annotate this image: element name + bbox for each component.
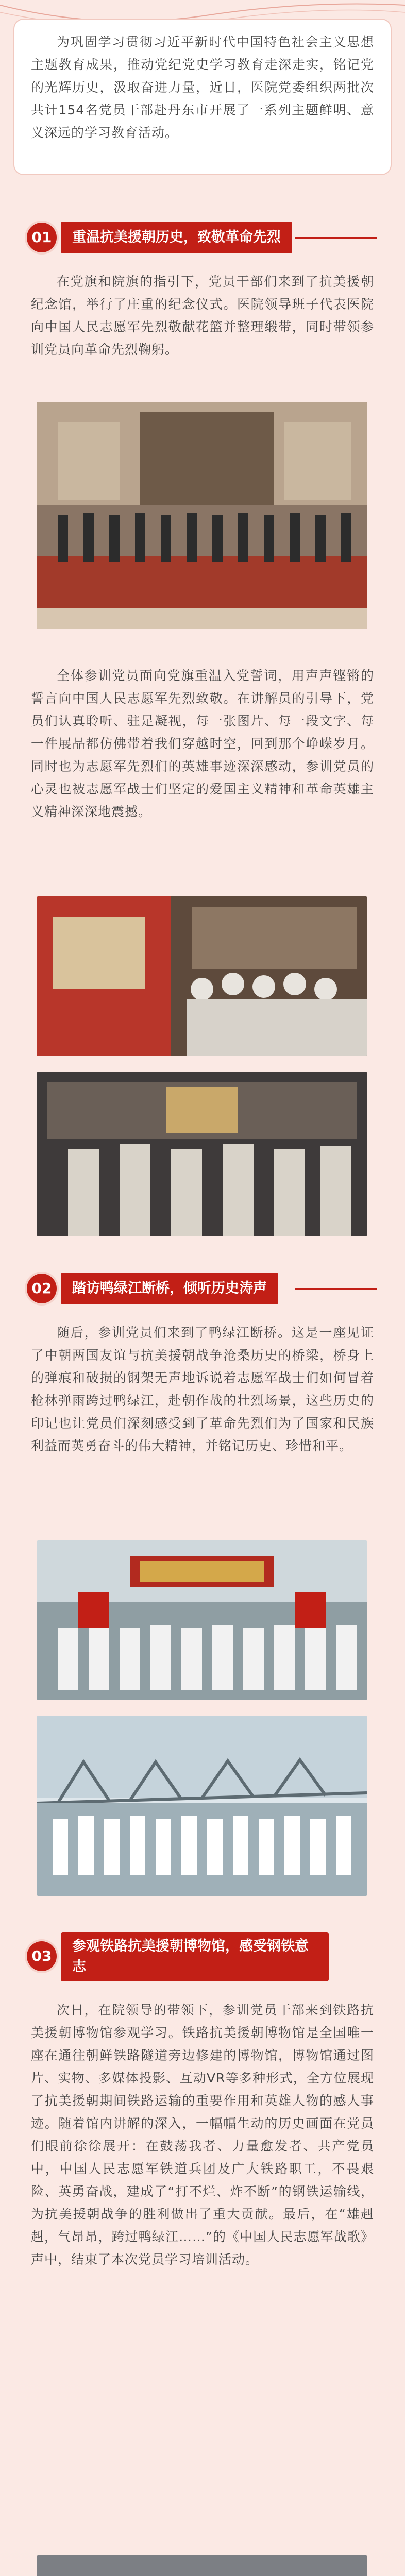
section-03-paragraph-1: 次日，在院领导的带领下，参训党员干部来到铁路抗美援朝博物馆参观学习。铁路抗美援朝博物馆是全国唯一座在通往朝鲜铁路隧道旁边修建的博物馆，博物馆通过图片、实物、多媒体投影、互动VR等多种形式，全方位展现了抗美援朝期间铁路运输的重要作用和英雄人物的感人事迹。随着馆内讲解的深入，一幅幅生动的历史画面在党员们眼前徐徐展开：在鼓荡我者、力量愈发者、共产党员中，中国人民志愿军铁道兵团及广大铁路职工，不畏艰险、英勇奋战，建成了“打不烂、炸不断”的钢铁运输线，为抗美援朝战争的胜利做出了重大贡献。最后，在“雄赳赳，气昂昂，跨过鸭绿江……”的《中国人民志愿军战歌》声中，结束了本次党员学习培训活动。 xyxy=(31,2003,374,2267)
intro-card xyxy=(14,20,391,174)
section-01-paragraph-1: 在党旗和院旗的指引下，党员干部们来到了抗美援朝纪念馆，举行了庄重的纪念仪式。医院领导班子代表医院向中国人民志愿军先烈敬献花篮并整理缎带，同时带领参训党员向革命先烈鞠躬。 xyxy=(31,274,374,357)
section-number: 01 xyxy=(27,223,57,252)
section-number: 03 xyxy=(27,1941,57,1971)
section-03-header xyxy=(27,1932,377,1981)
photo-broken-bridge-group xyxy=(37,1540,367,1700)
section-divider-line xyxy=(295,1288,377,1290)
intro-paragraph: 为巩固学习贯彻习近平新时代中国特色社会主义思想主题教育成果，推动党纪党史学习教育走深走实，铭记党的光辉历史，汲取奋进力量，近日，医院党委组织两批次共计154名党员干部赴丹东市开展了一系列主题鲜明、意义深远的学习教育活动。 xyxy=(31,35,374,140)
section-title: 踏访鸭绿江断桥，倾听历史涛声 xyxy=(61,1273,278,1304)
photo-museum-visit xyxy=(37,896,367,1056)
section-title: 参观铁路抗美援朝博物馆，感受钢铁意志 xyxy=(61,1932,329,1981)
section-divider-line xyxy=(295,237,377,239)
photo-railway-museum-guide xyxy=(37,2555,367,2576)
photo-exhibit-viewing xyxy=(37,1072,367,1236)
section-01-paragraph-2: 全体参训党员面向党旗重温入党誓词，用声声铿锵的誓言向中国人民志愿军先烈致敬。在讲解员的引导下，党员们认真聆听、驻足凝视，每一张图片、每一段文字、每一件展品都仿佛带着我们穿越时空，回到那个峥嵘岁月。同时也为志愿军先烈们的英雄事迹深深感动，参训党员的心灵也被志愿军战士们坚定的爱国主义精神和革命英雄主义精神深深地震撼。 xyxy=(31,668,374,819)
section-number: 02 xyxy=(27,1274,57,1303)
photo-bridge-walk xyxy=(37,1716,367,1896)
section-01-header xyxy=(27,222,377,253)
photo-memorial-ceremony xyxy=(37,402,367,629)
section-title: 重温抗美援朝历史，致敬革命先烈 xyxy=(61,222,292,253)
section-02-paragraph-1: 随后，参训党员们来到了鸭绿江断桥。这是一座见证了中朝两国友谊与抗美援朝战争沧桑历史的桥梁，桥身上的弹痕和破损的钢架无声地诉说着志愿军战士们如何冒着枪林弹雨跨过鸭绿江，赴朝作战的壮烈场景，这些历史的印记也让党员们深刻感受到了革命先烈们为了国家和民族利益而英勇奋斗的伟大精神，并铭记历史、珍惜和平。 xyxy=(31,1325,374,1453)
section-02-header xyxy=(27,1273,377,1304)
